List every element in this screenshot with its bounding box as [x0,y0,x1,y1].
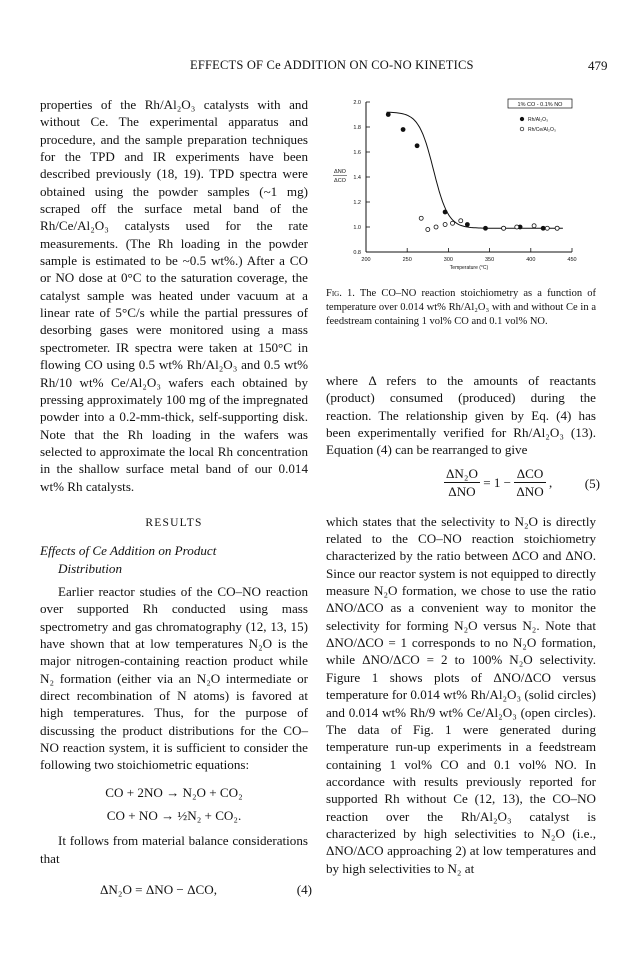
equation-5-left-fraction [444,465,480,501]
y-tick-label: 0.8 [353,250,361,256]
y-axis-label-denominator: ΔCO [334,178,346,184]
legend-label-rh-al2o3: Rh/Al₂O₃ [528,117,549,123]
rh-ce-al2o3-point [434,225,438,229]
equation-4 [40,881,312,899]
subsection-heading [40,542,308,577]
rh-al2o3-point [386,113,390,117]
x-axis-label: Temperature (°C) [449,265,489,271]
y-tick-label: 1.2 [353,200,361,206]
rh-ce-al2o3-point [555,226,559,230]
equation-n2-formation: CO + NO → ½N₂ + CO₂. [106,808,242,824]
legend [508,99,572,133]
rh-ce-al2o3-point [426,228,430,232]
equation-4-number: (4) [296,882,312,898]
legend-marker-open [520,127,524,131]
x-tick-label: 450 [567,257,577,263]
rh-al2o3-point [483,226,487,230]
results-heading: RESULTS [145,516,203,529]
y-tick-label: 1.6 [353,150,361,156]
material-balance-paragraph: It follows from material balance considerations that [40,833,308,866]
equation-5 [326,463,600,503]
rh-ce-al2o3-point [419,216,423,220]
running-head [0,58,644,78]
figure-caption-label: Fig. 1. [326,288,355,299]
y-tick-label: 1.0 [353,225,361,231]
rh-ce-al2o3-point [515,225,519,229]
subsection-heading-line2: Distribution [58,560,123,576]
y-tick-label: 1.4 [353,175,361,181]
y-tick-label: 1.8 [353,125,361,131]
eq5-denominator-left: ΔNO [448,484,476,500]
delta-definition-paragraph: where Δ refers to the amounts of reactants (product) consumed (produced) during the reaction. The relationship given by Eq. (4) has been experimentally verified for Rh/Al₂O₃ (13). Equation (4) can be rearranged to give [326,373,596,458]
legend-label-rh-ce-al2o3: Rh/Ce/Al₂O₃ [528,127,556,133]
rh-al2o3-point [465,223,469,227]
page-number: 479 [588,58,608,73]
figure-1-plot [318,92,600,282]
right-column [326,372,600,877]
equation-n2o-formation: CO + 2NO → N₂O + CO₂ [105,784,243,800]
equation-5-number: (5) [584,475,600,491]
left-column [40,96,312,899]
x-tick-label: 350 [485,257,495,263]
running-head-title: EFFECTS OF Ce ADDITION ON CO-NO KINETICS [190,58,474,72]
eq5-middle: = 1 − [483,474,512,490]
eq5-numerator-left: ΔN₂O [444,465,480,483]
y-axis-label-numerator: ΔNO [334,169,346,175]
rh-al2o3-point [541,226,545,230]
selectivity-paragraph: which states that the selectivity to N₂O is directly related to the CO–NO reaction stoichiometry characterized by the ratio between ΔCO and ΔNO. Since our reactor system is not equipped to directly measure N₂O formation, we chose to use the ratio ΔNO/ΔCO as a convenient way to monitor the selectivity for forming N₂O versus N₂. Note that ΔNO/ΔCO = 1 corresponds to no N₂O formation, while ΔNO/ΔCO = 2 to 100% N₂O selectivity. Figure 1 shows plots of ΔNO/ΔCO versus temperature for 0.014 wt% Rh/Al₂O₃ (solid circles) and 0.014 wt% Rh/9 wt% Ce/Al₂O₃ (open circles). The data of Fig. 1 were generated during temperature run-up experiments in a feedstream containing 1 vol% CO and 0.1 vol% NO. In accordance with results previously reported for supported Rh without Ce (12, 13), the CO–NO reaction over the Rh/Al₂O₃ catalyst is characterized by high selectivities to N₂O (i.e., ΔNO/ΔCO approaching 2) at low temperatures and by high selectivities to N₂ at [326,513,596,876]
eq5-numerator-right: ΔCO [514,465,545,483]
plot-axes [333,100,577,271]
x-tick-label: 300 [443,257,453,263]
x-tick-label: 250 [402,257,412,263]
subsection-heading-line1: Effects of Ce Addition on Product [40,543,217,559]
rh-ce-al2o3-point [545,226,549,230]
rh-al2o3-point [401,128,405,132]
equation-5-right-fraction [514,465,545,501]
eq5-tail: , [548,474,553,490]
legend-condition-text: 1% CO - 0.1% NO [517,101,563,108]
figure-1 [318,92,600,282]
methods-paragraph: properties of the Rh/Al₂O₃ catalysts with and without Ce. The experimental apparatus and procedure, and the sample preparation techniques for the TPD and IR experiments have been described previously (18, 19). TPD spectra were obtained using the powder samples (~1 mg) scraped off the surface metal band of the Rh/Ce/Al₂O₃ catalysts used for the rate measurements. (The Rh loading in the powder sample is estimated to be ~0.5 wt%.) After a CO or NO dose at 0°C to the saturation coverage, the catalyst sample was heated under vacuum at a linear rate of 5°C/s while the partial pressures of desorbing gases were monitored using a mass spectrometer. IR spectra were taken at 150°C in flowing CO using 0.5 wt% Rh/Al₂O₃ and 0.5 wt% Rh/10 wt% Ce/Al₂O₃ wafers each obtained by pressing approximately 100 mg of the impregnated powder into a 0.2-mm-thick, self-supporting disk. Note that the Rh loading in the wafers was selected to approximate the local Rh concentration in the shallow surface metal band of our 0.014 wt% Rh catalysts. [40,97,308,494]
rh-ce-al2o3-point [459,219,463,223]
x-tick-label: 200 [361,257,371,263]
equation-4-body: ΔN₂O = ΔNO − ΔCO, [100,882,217,898]
figure-caption [326,287,596,329]
legend-marker-filled [520,117,524,121]
rh-ce-al2o3-point [502,226,506,230]
rh-ce-al2o3-point [451,221,455,225]
rh-ce-al2o3-point [443,223,447,227]
figure-caption-text: The CO–NO reaction stoichiometry as a function of temperature over 0.014 wt% Rh/Al₂O₃ with and without Ce in a feedstream containing 1 vol% CO and 0.1 vol% NO. [326,288,596,327]
results-paragraph: Earlier reactor studies of the CO–NO reaction over supported Rh conducted using mass spectrometry and gas chromatography (12, 13, 15) have shown that at low temperatures N₂O is the major nitrogen-containing reaction product while N₂ formation (either via an N₂O intermediate or direct recombination of N atoms) is favored at high temperatures. Thus, for the purpose of discussing the product distributions for the CO–NO reaction system, it is sufficient to consider the following two stoichiometric equations: [40,583,308,773]
rh-al2o3-point [415,144,419,148]
y-tick-label: 2.0 [353,100,361,106]
rh-ce-al2o3-point [532,224,536,228]
rh-al2o3-point [443,210,447,214]
eq5-denominator-right: ΔNO [516,484,544,500]
x-tick-label: 400 [526,257,536,263]
